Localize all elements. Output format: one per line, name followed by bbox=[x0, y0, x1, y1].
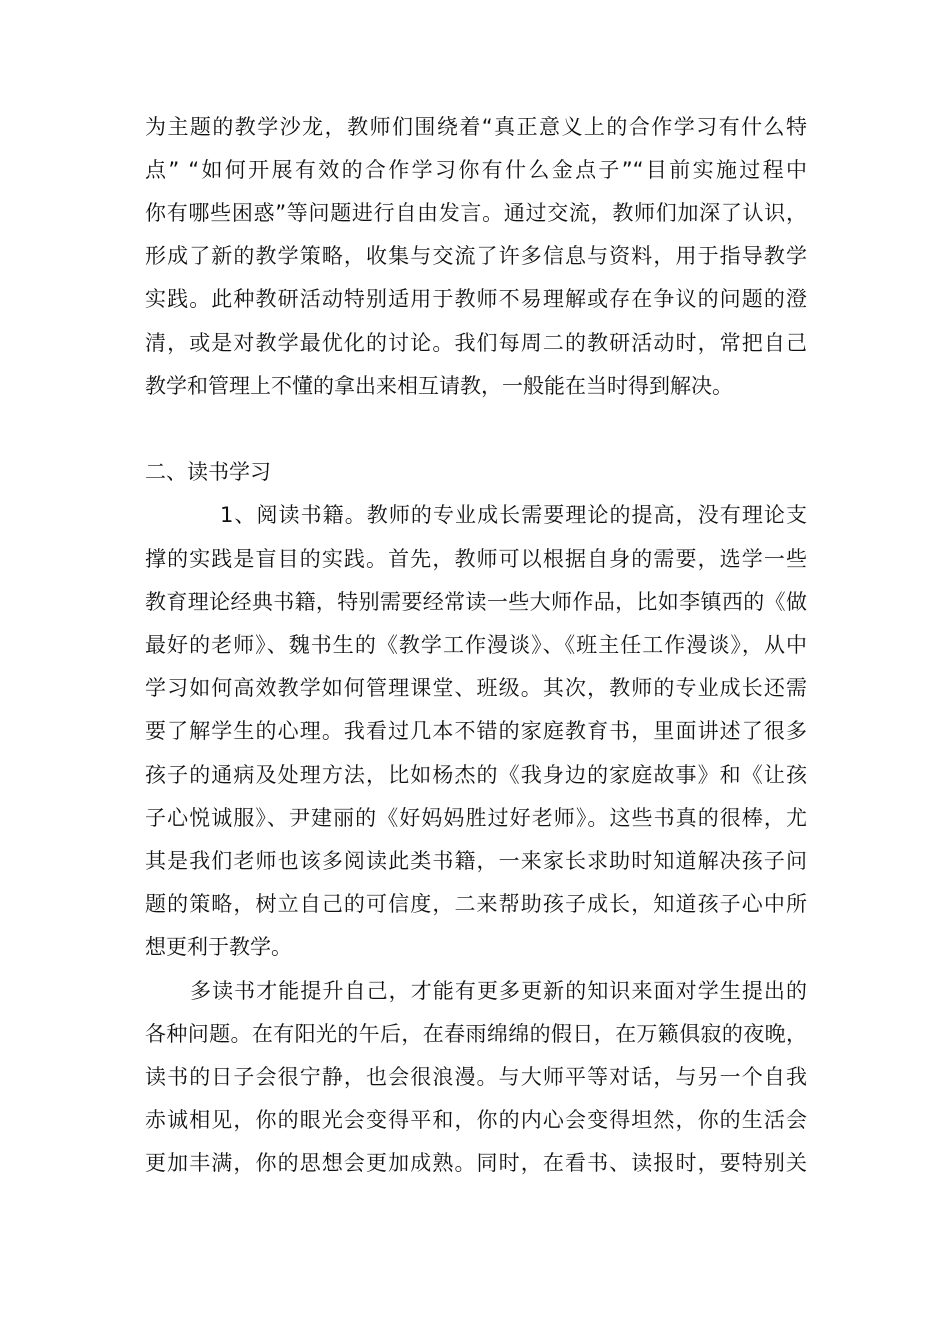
paragraph-line: 题的策略，树立自己的可信度，二来帮助孩子成长，知道孩子心中所 bbox=[145, 892, 807, 916]
paragraph-line: 赤诚相见，你的眼光会变得平和，你的内心会变得坦然，你的生活会 bbox=[145, 1108, 807, 1132]
paragraph-line: 为主题的教学沙龙，教师们围绕着“真正意义上的合作学习有什么特 bbox=[145, 115, 807, 139]
paragraph-line: 教学和管理上不懂的拿出来相互请教，一般能在当时得到解决。 bbox=[145, 374, 733, 398]
paragraph-line: 想更利于教学。 bbox=[145, 935, 292, 959]
paragraph-line: 形成了新的教学策略，收集与交流了许多信息与资料，用于指导教学 bbox=[145, 244, 807, 268]
paragraph-line: 多读书才能提升自己，才能有更多更新的知识来面对学生提出的 bbox=[190, 979, 807, 1003]
paragraph-line: 孩子的通病及处理方法，比如杨杰的《我身边的家庭故事》和《让孩 bbox=[145, 763, 807, 787]
paragraph-line: 子心悦诚服》、尹建丽的《好妈妈胜过好老师》。这些书真的很棒，尤 bbox=[145, 806, 807, 830]
paragraph-line: 最好的老师》、魏书生的《教学工作漫谈》、《班主任工作漫谈》，从中 bbox=[145, 633, 807, 657]
paragraph-line: 要了解学生的心理。我看过几本不错的家庭教育书，里面讲述了很多 bbox=[145, 719, 807, 743]
paragraph-line: 读书的日子会很宁静，也会很浪漫。与大师平等对话，与另一个自我 bbox=[145, 1065, 807, 1089]
paragraph-line: 你有哪些困惑”等问题进行自由发言。通过交流，教师们加深了认识， bbox=[145, 201, 807, 225]
paragraph-line: 1、阅读书籍。教师的专业成长需要理论的提高，没有理论支 bbox=[220, 503, 807, 527]
paragraph-line: 其是我们老师也该多阅读此类书籍，一来家长求助时知道解决孩子问 bbox=[145, 849, 807, 873]
section-heading: 二、读书学习 bbox=[145, 460, 271, 484]
paragraph-line: 教育理论经典书籍，特别需要经常读一些大师作品，比如李镇西的《做 bbox=[145, 590, 807, 614]
paragraph-line: 清，或是对教学最优化的讨论。我们每周二的教研活动时，常把自己 bbox=[145, 331, 807, 355]
paragraph-line: 更加丰满，你的思想会更加成熟。同时，在看书、读报时，要特别关 bbox=[145, 1151, 807, 1175]
paragraph-line: 点” “如何开展有效的合作学习你有什么金点子”“目前实施过程中 bbox=[145, 158, 807, 182]
paragraph-line: 各种问题。在有阳光的午后，在春雨绵绵的假日，在万籁俱寂的夜晚， bbox=[145, 1022, 807, 1046]
paragraph-line: 撑的实践是盲目的实践。首先，教师可以根据自身的需要，选学一些 bbox=[145, 547, 807, 571]
paragraph-line: 学习如何高效教学如何管理课堂、班级。其次，教师的专业成长还需 bbox=[145, 676, 807, 700]
paragraph-line: 实践。此种教研活动特别适用于教师不易理解或存在争议的问题的澄 bbox=[145, 287, 807, 311]
